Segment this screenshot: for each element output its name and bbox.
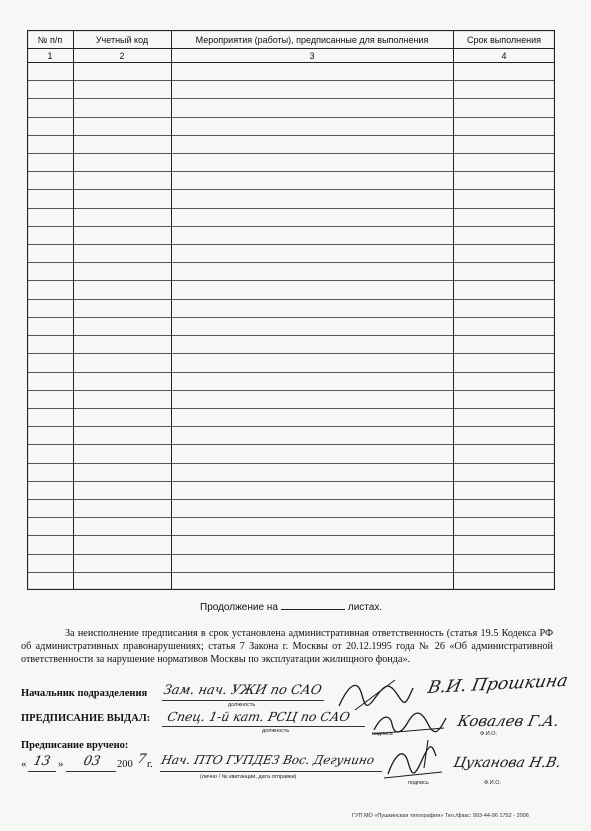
- head-position-handwritten: Зам. нач. УЖИ по САО: [162, 683, 324, 698]
- header-deadline: Срок выполнения: [467, 35, 541, 45]
- printer-footer: ГУП МО «Пушкинская типография» Тел./факс: 993-44-96 1752 - 2006: [352, 813, 529, 819]
- head-name-caption: Ф.И.О.: [480, 731, 497, 737]
- column-number-3: 3: [309, 51, 315, 61]
- head-signature-caption: подпись: [372, 731, 393, 737]
- issuer-position-caption: должность: [262, 728, 290, 734]
- date-quote-open: «: [21, 758, 27, 770]
- recipient-name-handwritten: Цуканова Н.В.: [452, 755, 563, 771]
- issuer-position-line: [162, 726, 365, 727]
- header-measures: Мероприятия (работы), предписанные для выполнения: [195, 35, 429, 45]
- liability-notice: За неисполнение предписания в срок установлена административная ответственность (статья 19.5 Кодекса РФ об административных правонарушениях; статья 7 Закона г. Москвы от 20.12.1995 года № 26 «Об административной ответственности за нарушение нормативов Москвы по эксплуатации жилищного фонда».: [21, 628, 553, 665]
- date-quote-close: »: [58, 758, 64, 770]
- year-prefix: 200: [117, 759, 133, 770]
- delivery-month-handwritten: 03: [82, 754, 102, 769]
- header-number: № п/п: [37, 35, 63, 45]
- delivery-year-handwritten: 7: [136, 752, 148, 767]
- head-name-handwritten: В.И. Прошкина: [426, 670, 570, 698]
- measures-table: [27, 30, 555, 590]
- recipient-name-caption: Ф.И.О.: [484, 780, 501, 786]
- recipient-handwritten: Нач. ПТО ГУПДЕЗ Вос. Дегунино: [160, 753, 376, 767]
- recipient-signature: [384, 738, 444, 780]
- delivery-day-handwritten: 13: [32, 754, 52, 769]
- column-number-1: 1: [47, 51, 53, 61]
- sheet-count-blank: [281, 600, 345, 610]
- issuer-name-handwritten: Ковалев Г.А.: [456, 712, 561, 730]
- delivered-label: Предписание вручено:: [21, 740, 129, 751]
- issuer-position-handwritten: Спец. 1-й кат. РСЦ по САО: [166, 709, 352, 724]
- issued-by-label: ПРЕДПИСАНИЕ ВЫДАЛ:: [21, 713, 151, 724]
- year-unit: г.: [147, 759, 153, 770]
- header-account-code: Учетный код: [95, 35, 149, 45]
- column-number-2: 2: [119, 51, 125, 61]
- recipient-caption: (лично / № квитанции, дата отправки): [200, 774, 297, 780]
- head-position-line: [162, 700, 324, 701]
- recipient-line: [160, 771, 382, 772]
- issuer-signature: [372, 710, 447, 740]
- table-grid-lines: [27, 30, 555, 590]
- continuation-line: [200, 600, 382, 613]
- continuation-prefix: Продолжение на: [200, 602, 278, 613]
- column-number-4: 4: [501, 51, 507, 61]
- head-of-unit-label: Начальник подразделения: [21, 688, 148, 699]
- continuation-suffix: листах.: [347, 602, 383, 613]
- head-position-caption: должность: [228, 702, 256, 708]
- day-line: [28, 771, 56, 772]
- month-line: [66, 771, 116, 772]
- recipient-signature-caption: подпись: [408, 780, 429, 786]
